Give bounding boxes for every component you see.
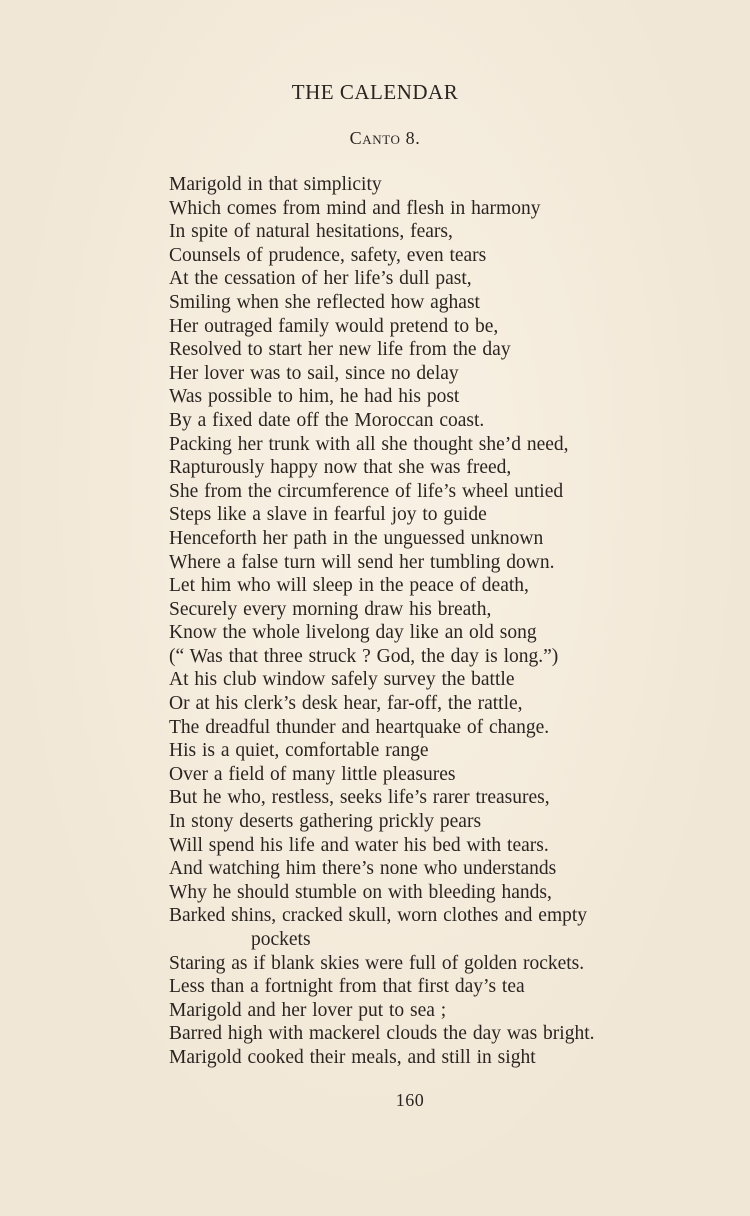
poem-line: In spite of natural hesitations, fears, xyxy=(169,221,453,243)
poem-line: Will spend his life and water his bed with tears. xyxy=(169,834,549,856)
poem-line: And watching him there’s none who understands xyxy=(169,858,557,880)
running-head: THE CALENDAR xyxy=(291,80,459,104)
poem-line: She from the circumference of life’s wheel untied xyxy=(169,480,564,502)
poem-line: Smiling when she reflected how aghast xyxy=(169,291,480,313)
canto-heading: Canto 8. xyxy=(349,128,421,148)
poem-line: Barked shins, cracked skull, worn clothes and empty xyxy=(169,905,588,927)
poem-line: Where a false turn will send her tumbling down. xyxy=(169,551,555,573)
poem-line: Why he should stumble on with bleeding hands, xyxy=(169,881,552,903)
poem-line-turnover: pockets xyxy=(251,929,311,950)
poem-line: The dreadful thunder and heartquake of change. xyxy=(169,716,550,738)
poem-line: His is a quiet, comfortable range xyxy=(169,740,429,762)
poem-line: Henceforth her path in the unguessed unknown xyxy=(169,527,544,549)
poem-line: Her lover was to sail, since no delay xyxy=(169,362,459,384)
poem-line: By a fixed date off the Moroccan coast. xyxy=(169,409,485,431)
poem-line: Was possible to him, he had his post xyxy=(169,386,460,408)
poem-line: Marigold in that simplicity xyxy=(169,174,382,195)
poem-line: Marigold cooked their meals, and still in sight xyxy=(169,1046,536,1068)
poem-line: Staring as if blank skies were full of golden rockets. xyxy=(169,952,585,974)
poem-line: Resolved to start her new life from the day xyxy=(169,339,511,361)
poem-line: Packing her trunk with all she thought she’d need, xyxy=(169,433,569,455)
poem-line: In stony deserts gathering prickly pears xyxy=(169,811,482,833)
poem-body xyxy=(169,173,729,1070)
poem-line: Which comes from mind and flesh in harmony xyxy=(169,197,541,219)
poem-line: Marigold and her lover put to sea ; xyxy=(169,999,447,1021)
poem-line: Know the whole livelong day like an old song xyxy=(169,622,537,644)
poem-line: Securely every morning draw his breath, xyxy=(169,598,492,620)
poem-line: At the cessation of her life’s dull past, xyxy=(169,268,472,290)
poem-line: Counsels of prudence, safety, even tears xyxy=(169,244,487,266)
poem-line: (“ Was that three struck ? God, the day is long.”) xyxy=(169,645,559,667)
poem-line: Or at his clerk’s desk hear, far-off, the rattle, xyxy=(169,693,523,715)
poem-line: Barred high with mackerel clouds the day was bright. xyxy=(169,1023,595,1045)
poem-line: Let him who will sleep in the peace of death, xyxy=(169,575,529,597)
poem-line: But he who, restless, seeks life’s rarer treasures, xyxy=(169,787,550,809)
poem-line: Steps like a slave in fearful joy to guide xyxy=(169,504,487,526)
poem-line: Over a field of many little pleasures xyxy=(169,763,456,785)
poem-line: Rapturously happy now that she was freed, xyxy=(169,457,512,479)
poem-line: At his club window safely survey the battle xyxy=(169,669,515,691)
page-number: 160 xyxy=(395,1090,425,1110)
poem-line: Her outraged family would pretend to be, xyxy=(169,315,499,337)
poem-line: Less than a fortnight from that first day’s tea xyxy=(169,976,525,998)
